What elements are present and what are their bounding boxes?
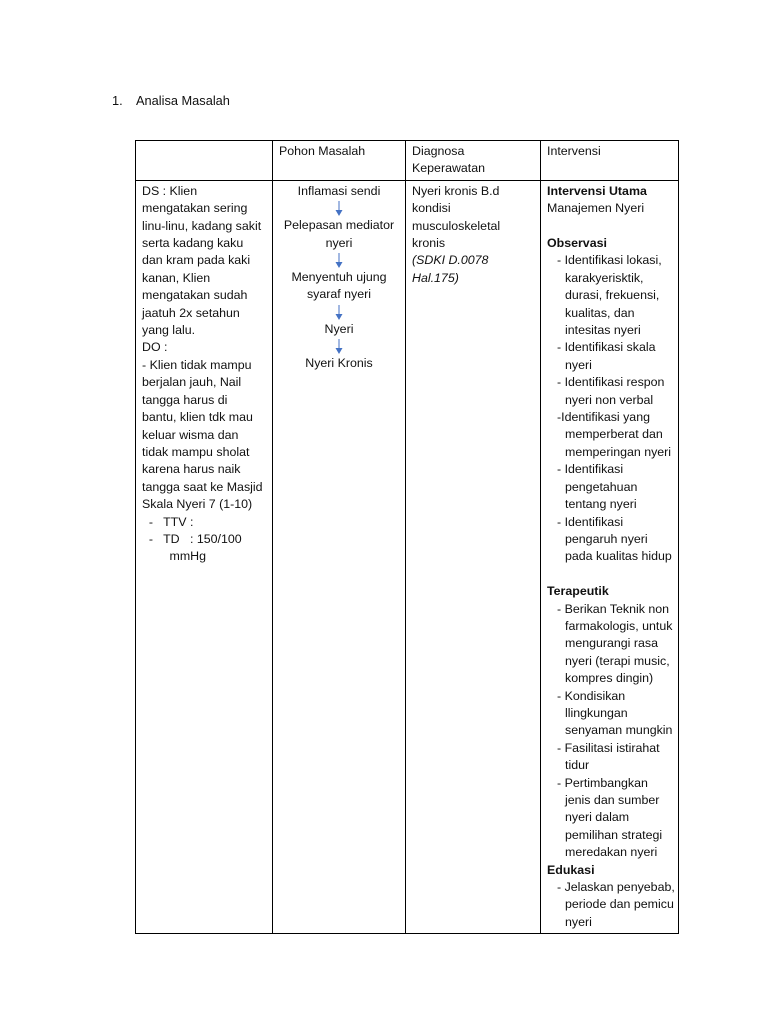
- diagnosis-line: Nyeri kronis B.d: [412, 183, 500, 198]
- terapeutik-line: senyaman mungkin: [565, 723, 673, 738]
- observasi-line: nyeri: [565, 357, 592, 372]
- diagnosis-line: kondisi: [412, 201, 451, 216]
- observasi-line: pengetahuan: [565, 479, 638, 494]
- terapeutik-line: - Berikan Teknik non: [557, 601, 670, 616]
- data-line: mengatakan sudah: [142, 288, 248, 303]
- section-title: Analisa Masalah: [136, 93, 230, 108]
- data-line: mmHg: [142, 549, 207, 564]
- diagnosis-line: musculoskeletal: [412, 218, 501, 233]
- observasi-line: - Identifikasi: [557, 514, 624, 529]
- spacer: [547, 566, 672, 583]
- data-line: bantu, klien tdk mau: [142, 410, 253, 425]
- table-header-row: [136, 141, 679, 181]
- data-line: - TTV :: [142, 514, 194, 529]
- observasi-line: karakyerisktik,: [565, 270, 644, 285]
- analysis-table: [135, 140, 679, 934]
- terapeutik-line: mengurangi rasa: [565, 636, 658, 651]
- header-data: [136, 141, 273, 181]
- intervention-cell: [541, 180, 679, 933]
- observasi-line: intesitas nyeri: [565, 323, 641, 338]
- tree-node: syaraf nyeri: [306, 287, 372, 302]
- down-arrow-icon: [279, 304, 399, 321]
- intervention-main-title: Intervensi Utama: [547, 183, 647, 198]
- data-line: mengatakan sering: [142, 201, 248, 216]
- terapeutik-line: - Fasilitasi istirahat: [557, 740, 660, 755]
- tree-node: Pelepasan mediator: [283, 218, 395, 233]
- edukasi-line: periode dan pemicu: [565, 897, 674, 912]
- tree-node: nyeri: [325, 235, 353, 250]
- data-line: DS : Klien: [142, 183, 198, 198]
- tree-node: Nyeri Kronis: [305, 356, 373, 371]
- terapeutik-title: Terapeutik: [547, 584, 609, 599]
- tree-node: Nyeri: [324, 321, 354, 336]
- data-line: tangga harus di: [142, 392, 228, 407]
- data-line: kanan, Klien: [142, 270, 211, 285]
- observasi-line: - Identifikasi lokasi,: [557, 253, 662, 268]
- terapeutik-line: kompres dingin): [565, 671, 654, 686]
- observasi-line: memperberat dan: [565, 427, 663, 442]
- terapeutik-line: nyeri dalam: [565, 810, 630, 825]
- data-line: DO :: [142, 340, 168, 355]
- tree-node: Menyentuh ujung: [291, 270, 387, 285]
- down-arrow-icon: [279, 338, 399, 355]
- observasi-line: -Identifikasi yang: [557, 410, 650, 425]
- observasi-line: tentang nyeri: [565, 497, 637, 512]
- section-number: 1.: [112, 93, 123, 108]
- terapeutik-line: jenis dan sumber: [565, 793, 660, 807]
- terapeutik-line: farmakologis, untuk: [565, 618, 673, 633]
- observasi-line: - Identifikasi respon: [557, 375, 665, 390]
- diagnosis-cell: [406, 180, 541, 933]
- observasi-line: nyeri non verbal: [565, 392, 654, 407]
- observasi-line: kualitas, dan: [565, 305, 635, 320]
- terapeutik-line: pemilihan strategi: [565, 827, 663, 842]
- edukasi-line: nyeri: [565, 914, 592, 929]
- data-line: dan kram pada kaki: [142, 253, 251, 268]
- section-heading: [112, 93, 230, 108]
- terapeutik-line: - Pertimbangkan: [557, 775, 648, 790]
- edukasi-line: - Jelaskan penyebab,: [557, 880, 675, 895]
- observasi-line: - Identifikasi skala: [557, 340, 656, 355]
- edukasi-title: Edukasi: [547, 862, 595, 877]
- observasi-line: - Identifikasi: [557, 462, 624, 477]
- terapeutik-line: - Kondisikan: [557, 688, 626, 703]
- data-line: keluar wisma dan: [142, 427, 239, 442]
- observasi-line: pada kualitas hidup: [565, 549, 672, 564]
- down-arrow-icon: [279, 252, 399, 269]
- observasi-line: durasi, frekuensi,: [565, 288, 660, 303]
- spacer: [547, 218, 672, 235]
- diagnosis-line: kronis: [412, 236, 446, 251]
- data-line: - Klien tidak mampu: [142, 357, 252, 372]
- terapeutik-line: tidur: [565, 758, 590, 773]
- terapeutik-line: nyeri (terapi music,: [565, 653, 670, 668]
- data-line: tidak mampu sholat: [142, 444, 250, 459]
- header-diagnosa: Diagnosa Keperawatan: [406, 141, 541, 181]
- down-arrow-icon: [279, 200, 399, 217]
- header-pohon-masalah: Pohon Masalah: [273, 141, 406, 181]
- terapeutik-line: llingkungan: [565, 705, 628, 720]
- diagnosis-reference: (SDKI D.0078: [412, 253, 489, 268]
- data-line: serta kadang kaku: [142, 236, 244, 251]
- data-line: karena harus naik: [142, 462, 241, 477]
- diagnosis-reference: Hal.175): [412, 270, 459, 285]
- data-line: berjalan jauh, Nail: [142, 375, 242, 390]
- observasi-line: pengaruh nyeri: [565, 531, 648, 546]
- observasi-title: Observasi: [547, 236, 607, 251]
- problem-tree-cell: [273, 180, 406, 933]
- data-line: yang lalu.: [142, 323, 196, 338]
- terapeutik-line: meredakan nyeri: [565, 845, 658, 860]
- data-line: jaatuh 2x setahun: [142, 305, 240, 320]
- data-line: tangga saat ke Masjid: [142, 479, 263, 494]
- intervention-main-name: Manajemen Nyeri: [547, 201, 645, 216]
- data-line: - TD : 150/100: [142, 531, 242, 546]
- header-intervensi: Intervensi: [541, 141, 679, 181]
- table-row: [136, 180, 679, 933]
- data-line: Skala Nyeri 7 (1-10): [142, 497, 253, 512]
- tree-node: Inflamasi sendi: [297, 183, 381, 198]
- observasi-line: memperingan nyeri: [565, 444, 672, 459]
- data-line: linu-linu, kadang sakit: [142, 218, 262, 233]
- data-cell: [136, 180, 273, 933]
